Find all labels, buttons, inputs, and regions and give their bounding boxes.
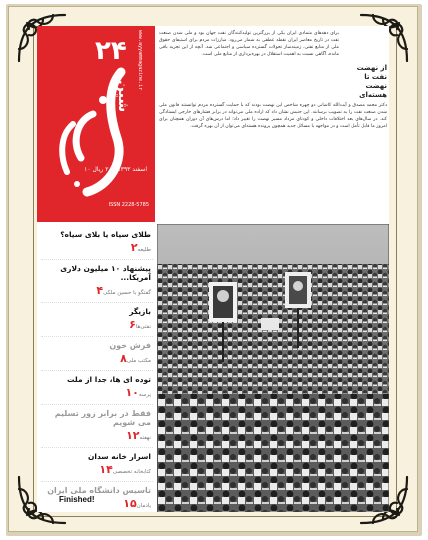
issue-number: ۲۴ xyxy=(95,36,127,66)
cover-photo xyxy=(157,224,389,512)
crowd-photo-icon xyxy=(157,224,389,512)
table-of-contents xyxy=(41,226,153,512)
toc-page-number: ۶ xyxy=(129,318,136,331)
toc-item-title: اسرار خانه سدان xyxy=(88,452,151,461)
toc-item-section xyxy=(43,241,151,254)
toc-item-title: فقط در برابر زور تسلیم می شویم xyxy=(54,409,151,427)
toc-item-section xyxy=(43,386,151,399)
toc-page-number: ۴ xyxy=(96,284,104,297)
toc-page-number: ۱۰ xyxy=(125,386,139,399)
toc-item-section xyxy=(43,284,151,297)
toc-item[interactable] xyxy=(41,303,153,337)
article-body: برای دهه‌های متمادی ایران یکی از بزرگترین تولیدکنندگان نفت جهان بود و ملی شدن صنعت نفت در تاریخ معاصر ایران نقطه عطفی به شمار می‌رود. مبارزات مردم برای استیفای حقوق ملی از منابع نفتی، زمینه‌ساز تحولات گسترده سیاسی و اجتماعی شد. آنچه از این تجربه باقی مانده، آگاهی نسبت به اهمیت استقلال در بهره‌برداری از منابع ملی است. xyxy=(159,31,339,58)
toc-item[interactable] xyxy=(41,448,153,482)
issue-date: ۱۰ اسفند ۱۳۹۳ / ۲۰ ریال xyxy=(84,166,147,173)
toc-section-label: نهفته xyxy=(139,435,151,441)
toc-item[interactable] xyxy=(41,371,153,405)
toc-item-section xyxy=(43,352,151,365)
toc-item[interactable] xyxy=(41,337,153,371)
masthead-calligraphy-icon xyxy=(47,54,137,204)
toc-section-label: نفتی‌ها xyxy=(135,324,151,330)
website-url: www.ayyammagazine.ir xyxy=(137,30,143,91)
toc-item-title: پیشنهاد ۱۰ میلیون دلاری آمریکا... xyxy=(60,264,151,282)
toc-item[interactable] xyxy=(41,405,153,448)
toc-item-title: طلای سیاه یا بلای سیاه؟ xyxy=(60,230,151,239)
toc-item-title: توده ای ها، جدا از ملت xyxy=(66,375,151,384)
toc-page-number: ۱۲ xyxy=(126,429,140,442)
toc-item-title: تاسیس دانشگاه ملی ایران xyxy=(47,486,151,495)
toc-item[interactable] xyxy=(41,482,153,512)
toc-page-number: ۲ xyxy=(130,241,138,254)
masthead-mark: شین xyxy=(115,80,131,113)
toc-item-title: فرش خون xyxy=(109,341,151,350)
toc-section-label: گفتگو با حسین ملکی xyxy=(103,290,151,296)
toc-item-section xyxy=(43,318,151,331)
toc-section-label: پرسه xyxy=(138,392,151,398)
toc-section-label: مکتب ملی xyxy=(126,358,151,364)
finished-label: Finished! xyxy=(59,495,95,504)
toc-section-label: کتابخانه تخصصی xyxy=(112,469,151,475)
toc-item[interactable] xyxy=(41,260,153,303)
magazine-cover xyxy=(37,26,389,512)
toc-section-label: یادمان xyxy=(136,503,151,509)
masthead xyxy=(37,26,155,222)
article-body-continued: دکتر محمد مصدق و آیت‌الله کاشانی دو چهره شاخص این نهضت بودند که با حمایت گسترده مردم توانستند قانون ملی شدن صنعت نفت را به تصویب برسانند. این جنبش نشان داد که اراده ملی می‌تواند در برابر فشارهای خارجی ایستادگی کند. در سال‌های بعد اختلافات داخلی و کودتای مرداد مسیر نهضت را تغییر داد؛ اما درس‌های آن دوران همچنان برای امروز ما قابل تأمل است و در مواجهه با مسائل جدید همچون پرونده هسته‌ای می‌توان از آن بهره گرفت. xyxy=(159,103,387,130)
issn-number: ISSN 2228-5785 xyxy=(108,202,149,208)
toc-item[interactable] xyxy=(41,226,153,260)
toc-item-title: بازیگر xyxy=(129,307,151,316)
article-headline: از نهضت نفت تا نهضت هسته‌ای xyxy=(356,64,387,100)
toc-page-number: ۱۴ xyxy=(99,463,113,476)
cover-left-column xyxy=(37,26,155,512)
toc-section-label: طلیعه xyxy=(137,247,151,253)
cover-right-column xyxy=(157,26,389,512)
toc-page-number: ۱۵ xyxy=(123,497,137,510)
toc-item-section xyxy=(43,429,151,442)
toc-item-section xyxy=(43,463,151,476)
editorial-article xyxy=(159,28,387,222)
toc-page-number: ۸ xyxy=(120,352,127,365)
